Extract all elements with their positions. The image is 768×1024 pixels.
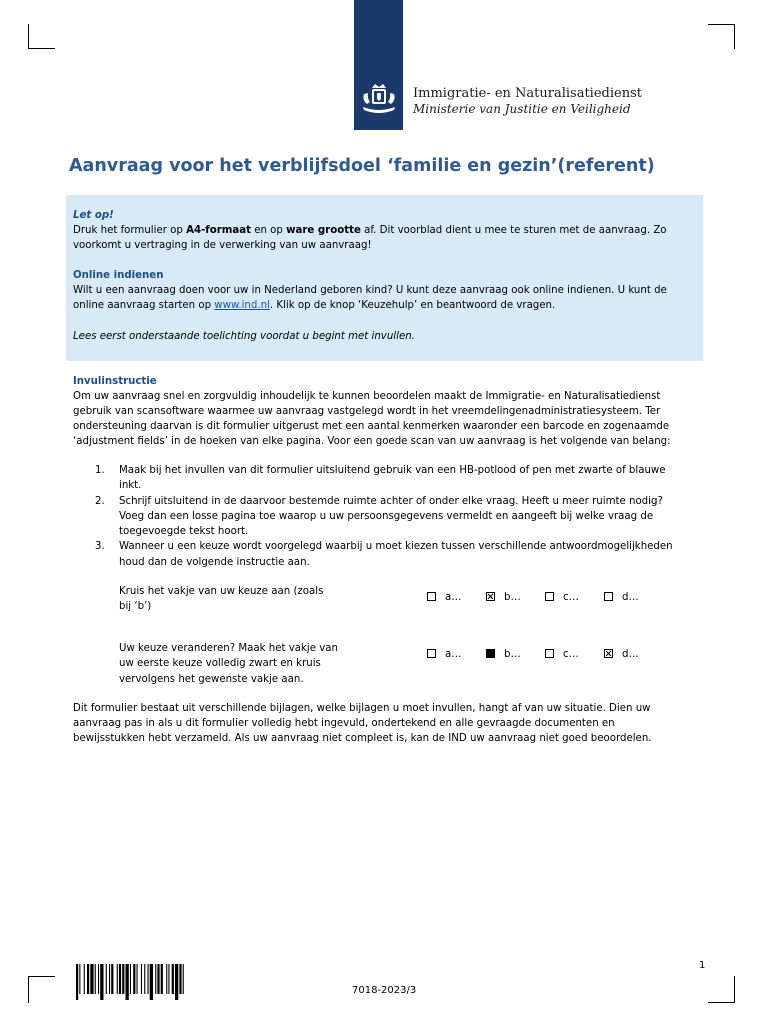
notice-line-1: Druk het formulier op A4-formaat en op ware grootte af. Dit voorblad dient u mee te sturen met de aanvraag. Zo bbox=[73, 225, 667, 236]
page-title: Aanvraag voor het verblijfsdoel ‘familie en gezin’(referent) bbox=[69, 156, 655, 176]
step-number: 1. bbox=[95, 465, 105, 476]
example-1-option-d[interactable]: d… bbox=[604, 592, 639, 603]
step-text: houd dan de volgende instructie aan. bbox=[119, 556, 310, 568]
step-text: toegevoegde tekst hoort. bbox=[119, 526, 249, 538]
step-text: Wanneer u een keuze wordt voorgelegd waarbij u moet kiezen tussen verschillende antwoordmogelijkheden bbox=[119, 541, 673, 553]
instructions-line: ‘adjustment fields’ in de hoeken van elke pagina. Voor een goede scan van uw aanvraag is het volgende van belang: bbox=[73, 436, 671, 447]
corner-mark-bottom-left bbox=[28, 976, 55, 1003]
ministry-name: Ministerie van Justitie en Veiligheid bbox=[413, 102, 631, 116]
example-2-option-b[interactable]: b… bbox=[486, 649, 521, 660]
example-1-option-a[interactable]: a… bbox=[427, 592, 461, 603]
notice-line-2: voorkomt u vertraging in de verwerking van uw aanvraag! bbox=[73, 240, 372, 251]
example-2-option-c[interactable]: c… bbox=[545, 649, 579, 660]
online-heading: Online indienen bbox=[73, 270, 164, 281]
online-line-1: Wilt u een aanvraag doen voor uw in Nederland geboren kind? U kunt deze aanvraag ook online indienen. U kunt de bbox=[73, 285, 667, 296]
checkbox-empty-icon[interactable] bbox=[604, 592, 613, 601]
checkbox-empty-icon[interactable] bbox=[545, 649, 554, 658]
step-text: inkt. bbox=[119, 480, 142, 492]
checkbox-crossed-icon[interactable] bbox=[486, 592, 495, 601]
corner-mark-bottom-right bbox=[708, 976, 735, 1003]
checkbox-crossed-icon[interactable] bbox=[604, 649, 613, 658]
example-2-option-d[interactable]: d… bbox=[604, 649, 639, 660]
example-1-option-c[interactable]: c… bbox=[545, 592, 579, 603]
corner-mark-top-right bbox=[708, 24, 735, 49]
instructions-heading: Invulinstructie bbox=[73, 376, 157, 387]
instructions-line: ondersteuning daarvan is dit formulier uitgerust met een aantal kenmerken waaronder een barcode en zogenaamde bbox=[73, 421, 670, 432]
step-text: Maak bij het invullen van dit formulier uitsluitend gebruik van een HB-potlood of pen met zwarte of blauwe bbox=[119, 465, 666, 476]
online-line-2: online aanvraag starten op www.ind.nl. Klik op de knop ‘Keuzehulp’ en beantwoord de vragen. bbox=[73, 300, 556, 311]
list-item bbox=[73, 539, 673, 570]
instruction-steps bbox=[73, 463, 673, 570]
closing-line: aanvraag pas in als u dit formulier volledig hebt ingevuld, ondertekend en alle gevraagde documenten en bbox=[73, 718, 615, 729]
read-first-note: Lees eerst onderstaande toelichting voordat u begint met invullen. bbox=[73, 331, 415, 342]
closing-line: bewijsstukken hebt verzameld. Als uw aanvraag niet compleet is, kan de IND uw aanvraag niet goed beoordelen. bbox=[73, 733, 652, 744]
checkbox-filled-icon[interactable] bbox=[486, 649, 495, 658]
notice-heading: Let op! bbox=[73, 210, 114, 221]
checkbox-empty-icon[interactable] bbox=[427, 592, 436, 601]
list-item bbox=[73, 494, 673, 540]
page-number: 1 bbox=[699, 960, 706, 971]
example-1-text: Kruis het vakje van uw keuze aan (zoals bij ‘b’) bbox=[119, 586, 324, 613]
step-number: 2. bbox=[95, 495, 105, 507]
form-code: 7018-2023/3 bbox=[352, 985, 417, 996]
example-1-option-b[interactable]: b… bbox=[486, 592, 521, 603]
ind-website-link[interactable]: www.ind.nl bbox=[214, 300, 270, 311]
corner-mark-top-left bbox=[28, 24, 55, 49]
list-item bbox=[73, 463, 673, 494]
instructions-line: gebruik van scansoftware waarmee uw aanvraag vastgelegd wordt in het vreemdelingenadministratiesysteem. Ter bbox=[73, 406, 661, 417]
closing-line: Dit formulier bestaat uit verschillende bijlagen, welke bijlagen u moet invullen, hangt af van uw situatie. Dien uw bbox=[73, 703, 651, 714]
coat-of-arms-icon bbox=[358, 80, 400, 122]
example-2-text: Uw keuze veranderen? Maak het vakje van uw eerste keuze volledig zwart en kruis vervolgens het gewenste vakje aan. bbox=[119, 643, 339, 685]
example-2-option-a[interactable]: a… bbox=[427, 649, 461, 660]
barcode-icon bbox=[76, 964, 280, 1000]
instructions-line: Om uw aanvraag snel en zorgvuldig inhoudelijk te kunnen beoordelen maakt de Immigratie- en Naturalisatiedienst bbox=[73, 391, 661, 402]
org-name: Immigratie- en Naturalisatiedienst bbox=[413, 86, 642, 101]
checkbox-empty-icon[interactable] bbox=[545, 592, 554, 601]
checkbox-empty-icon[interactable] bbox=[427, 649, 436, 658]
step-number: 3. bbox=[95, 541, 105, 553]
step-text: Voeg dan een losse pagina toe waarop u uw persoonsgegevens vermeldt en aangeeft bij welke vraag de bbox=[119, 510, 654, 522]
step-text: Schrijf uitsluitend in de daarvoor bestemde ruimte achter of onder elke vraag. Heeft u meer ruimte nodig? bbox=[119, 495, 663, 507]
